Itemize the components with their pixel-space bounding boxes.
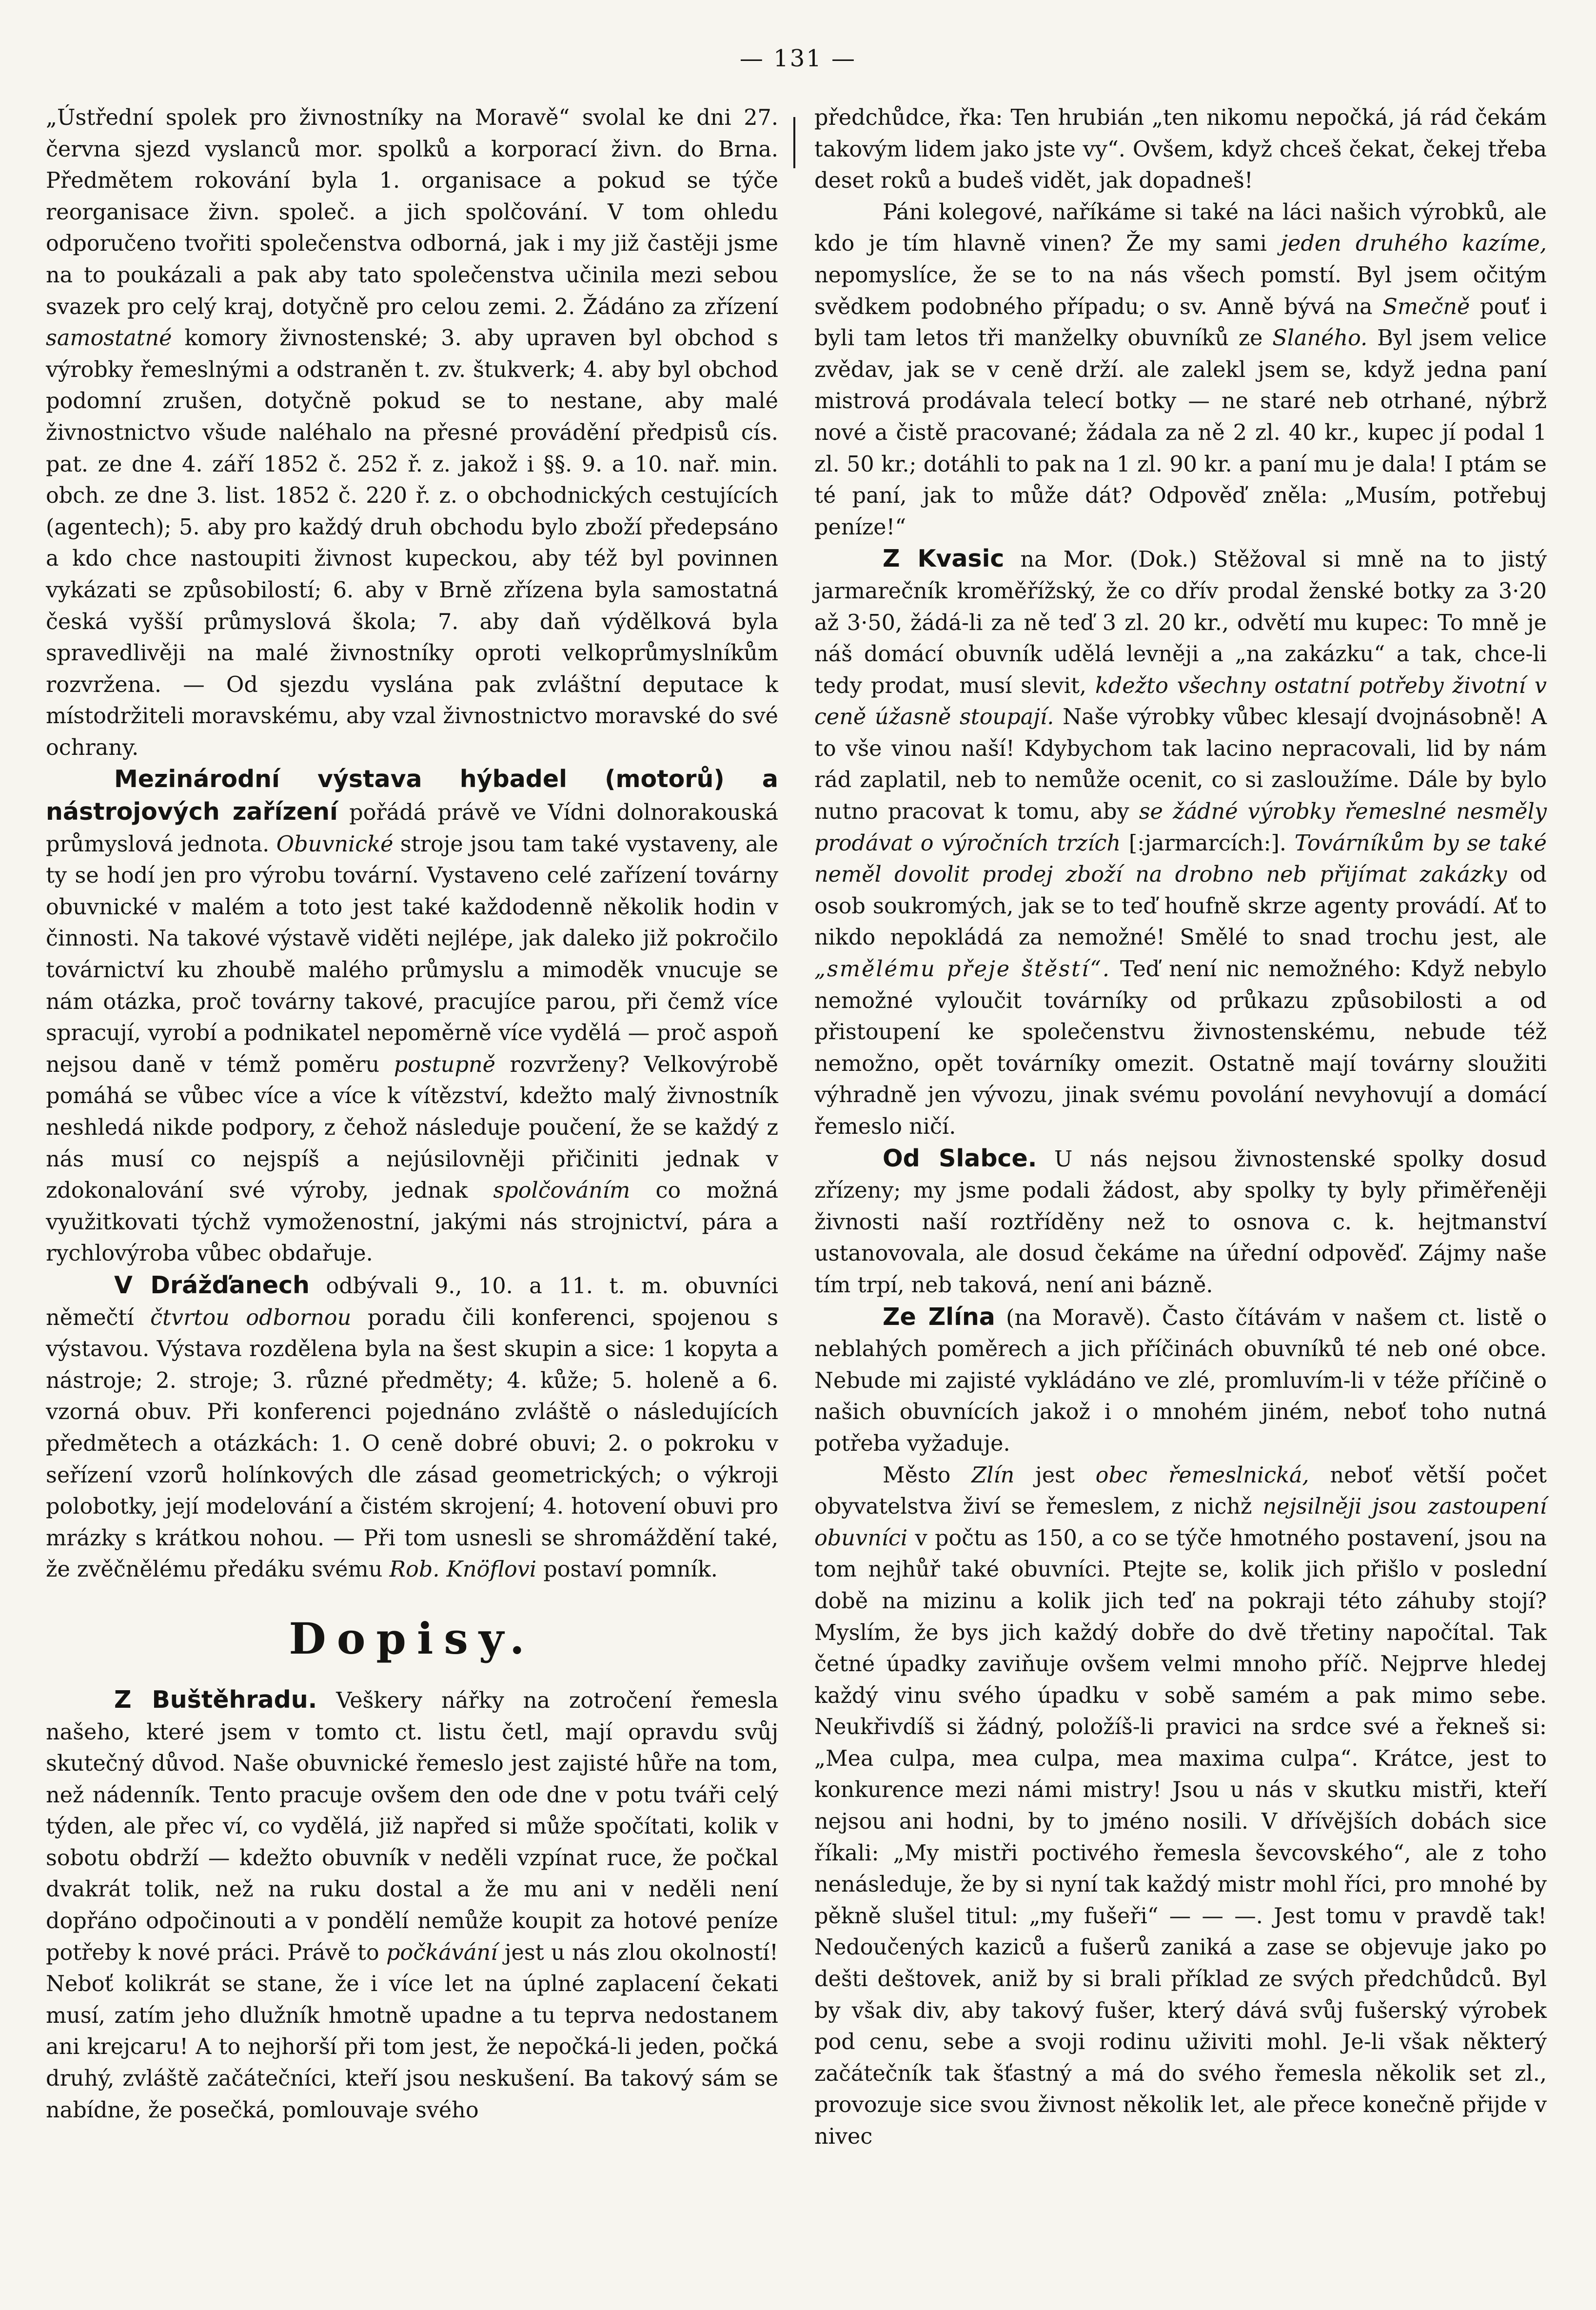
column-rule	[793, 117, 795, 168]
article-zlina-mesto: Město Zlín jest obec řemeslnická, neboť větší počet obyvatelstva živí se řemeslem, z nichž nejsilněji jsou zastoupení obuvníci v počtu as 150, a co se týče hmotného postavení, jsou na tom nejhůř také obuvníci. Ptejte se, kolik jich přišlo v poslední době na mizinu a kolik jich teď na pokraji této záhuby stojí? Myslím, že bys jich každý dobře do dvě třetiny napočítal. Tak četné úpadky zaviňuje ovšem velmi mnoho příč. Nejprve hledej každý vinu svého úpadku v sobě samém a pak mimo sebe. Neukřivdíš si žádný, položíš-li pravici na srdce své a řekneš si: „Mea culpa, mea culpa, mea maxima culpa“. Krátce, jest to konkurence mezi námi mistry! Jsou u nás v skutku mistři, kteří nejsou ani hodni, by to jméno nosili. V dřívějších dobách sice říkali: „My mistři poctivého řemesla ševcovského“, ale z toho nenásleduje, že by si nyní tak každý mistr mohl říci, pro mnohé by pěkně slušel titul: „my fušeři“ — — —. Jest tomu v pravdě tak! Nedoučených kaziců a fušerů zaniká a zase se objevuje jako po dešti deštovek, aniž by si brali příklad ze svých předchůdců. Byl by však div, aby takový fušer, který dává svůj fušerský výrobek pod cenu, sebe a svoji rodinu uživiti mohl. Je-li však některý začátečník tak šťastný a má do svého řemesla několik set zl., provozuje sice svou živnost několik let, ale přece konečně přijde v nivec	[814, 1462, 1547, 2149]
section-title: Dopisy.	[289, 1613, 535, 1664]
article-bustehrad-kolegove: Páni kolegové, naříkáme si také na láci našich výrobků, ale kdo je tím hlavně vinen? Že my sami jeden druhého kazíme, nepomyslíce, že se to na nás všech pomstí. Byl jsem očitým svědkem podobného případu; o sv. Anně bývá na Smečně pouť i byli tam letos tři manželky obuvníků ze Slaného. Byl jsem velice zvědav, jak se v ceně drží. ale zalekl jsem se, když jedna paní mistrová prodávala telecí botky — ne staré neb otrhané, nýbrž nové a čistě pracované; žádala za ně 2 zl. 40 kr., kupec jí podal 1 zl. 50 kr.; dotáhli to pak na 1 zl. 90 kr. a paní mu je dala! I ptám se té paní, jak to může dát? Odpověď zněla: „Musím, potřebuj peníze!“	[814, 199, 1547, 540]
article-kvasic: Z Kvasic na Mor. (Dok.) Stěžoval si mně na to jistý jarmarečník kroměřížský, že co dřív prodal ženské botky za 3·20 až 3·50, žádá-li za ně teď 3 zl. 20 kr., odvětí mu kupec: To mně je náš domácí obuvník udělá levněji a „na zakázku“ a tak, chce-li tedy prodat, musí slevit, kdežto všechny ostatní potřeby životní v ceně úžasně stoupají. Naše výrobky vůbec klesají dvojnásobně! A to vše vinou naší! Kdybychom tak lacino nepracovali, lid by nám rád zaplatil, neb to nemůže ocenit, co si zasloužíme. Dále by bylo nutno pracovat k tomu, aby se žádné výrobky řemeslné nesměly prodávat o výročních trzích [:jarmarcích:]. Továrníkům by se také neměl dovolit prodej zboží na drobno neb přijímat zakázky od osob soukromých, jak se to teď houfně skrze agenty provádí. Ať to nikdo nepokládá za nemožné! Smělé to snad trochu jest, ale „smělému přeje štěstí“. Teď není nic nemožného: Když nebylo nemožné vyloučit továrníky od průkazu způsobilosti a od přistoupení ke společenstvu živnostenskému, nebude též nemožno, opět továrníky omezit. Ostatně mají továrny sloužiti výhradně jen vývozu, jinak svému povolání nevyhovují a domácí řemeslo ničí.	[814, 545, 1547, 1139]
article-zlina: Ze Zlína (na Moravě). Často čítávám v našem ct. listě o neblahých poměrech a jich příčinách obuvníků té neb oné obce. Nebude mi zajisté vykládáno ve zlé, promluvím-li v téže příčině o našich obuvnících jakož i o mnohém jiném, neboť toho nutná potřeba vyžaduje.	[814, 1303, 1547, 1456]
article-bustehrad: Z Buštěhradu. Veškery nářky na zotročení řemesla našeho, které jsem v tomto ct. listu četl, mají opravdu svůj skutečný důvod. Naše obuvnické řemeslo jest zajisté hůře na tom, než nádenník. Tento pracuje ovšem den ode dne v potu tváři celý týden, ale přec ví, co vydělá, již napřed si může spočítati, kolik v sobotu obdrží — kdežto obuvník v neděli vzpínat ruce, že počkal dvakrát tolik, než na ruku dostal a že mu ani v neděli není dopřáno odpočinouti a v pondělí nemůže koupit za hotové peníze potřeby k nové práci. Právě to počkávání jest u nás zlou okolností! Neboť kolikrát se stane, že i více let na úplné zaplacení čekati musí, zatím jeho dlužník hmotně upadne a tu teprva nedostanem ani krejcaru! A to nejhorší při tom jest, že nepočká-li jeden, počká druhý, zvláště začátečníci, kteří jsou neskušení. Ba takový sám se nabídne, že posečká, pomlouvaje svého	[46, 1685, 778, 2123]
heading-bustehrad: Z Buštěhradu.	[114, 1685, 317, 1714]
heading-drazdany: V Drážďanech	[114, 1271, 310, 1299]
article-bustehrad-continued: předchůdce, řka: Ten hrubián „ten nikomu nepočká, já rád čekám takovým lidem jako jste vy“. Ovšem, když chceš čekat, čekej třeba deset roků a budeš vidět, jak dopadneš!	[814, 105, 1547, 194]
page-number: — 131 —	[739, 45, 857, 72]
article-vystava: Mezinárodní výstava hýbadel (motorů) a nástrojových zařízení pořádá právě ve Vídni dolnorakouská průmyslová jednota. Obuvnické stroje jsou tam také vystaveny, ale ty se hodí jen pro výrobu tovární. Vystaveno celé zařízení továrny obuvnické v malém a toto jest také každodenně několik hodin v činnosti. Na takové výstavě viděti nejlépe, jak daleko již pokročilo továrnictví ku zhoubě malého průmyslu a mimoděk vnucuje se nám otázka, proč továrny takové, pracujíce parou, při čemž více spracují, vyrobí a podnikatel nepoměrně více vydělá — proč aspoň nejsou daně v témž poměru postupně rozvrženy? Velkovýrobě pomáhá se vůbec více a více k vítězství, kdežto malý živnostník neshledá nikde podpory, z čehož následuje poučení, že se každý z nás musí co nejspíš a nejúsilovněji přičiniti jednak v zdokonalování své výroby, jednak spolčováním co možná využitkovati týchž vymoženostní, jakými nás strojnictví, pára a rychlovýroba vůbec obdařuje.	[46, 765, 779, 1266]
article-slabce: Od Slabce. U nás nejsou živnostenské spolky dosud zřízeny; my jsme podali žádost, aby spolky ty byly přiměřeněji živnosti naší roztříděny než to osnova c. k. hejtmanství ustanovovala, ale dosud čekáme na úřední odpověď. Zájmy naše tím trpí, neb taková, není ani bázně.	[814, 1144, 1547, 1298]
heading-zlina: Ze Zlína	[883, 1303, 995, 1331]
article-drazdany: V Drážďanech odbývali 9., 10. a 11. t. m. obuvníci němečtí čtvrtou odbornou poradu čili konferenci, spojenou s výstavou. Výstava rozdělena byla na šest skupin a sice: 1 kopyta a nástroje; 2. stroje; 3. různé předměty; 4. kůže; 5. holeně a 6. vzorná obuv. Při konferenci pojednáno zvláště o následujících předmětech a otázkách: 1. O ceně dobré obuvi; 2. o pokroku v seřízení vzorů holínkových dle zásad geometrických; o výkroji polobotky, její modelování a čistém skrojení; 4. hotovení obuvi pro mrázky s krátkou nohou. — Při tom usnesli se shromáždění také, že zvěčnělému předáku svému Rob. Knöflovi postaví pomník.	[46, 1271, 778, 1582]
right-column	[814, 102, 1547, 2153]
heading-kvasic: Z Kvasic	[883, 545, 1005, 573]
left-column	[46, 102, 778, 2126]
article-spolek: „Ústřední spolek pro živnostníky na Moravě“ svolal ke dni 27. června sjezd vyslanců mor. spolků a korporací živn. do Brna. Předmětem rokování byla 1. organisace a pokud se týče reorganisace živn. společ. a jich spolčování. V tom ohledu odporučeno tvořiti společenstva odborná, jak i my již častěji jsme na to poukázali a pak aby tato společenstva učinila mezi sebou svazek pro celý kraj, dotyčně pro celou zemi. 2. Žádáno za zřízení samostatné komory živnostenské; 3. aby upraven byl obchod s výrobky řemeslnými a odstraněn t. zv. štukverk; 4. aby byl obchod podomní zrušen, dotyčně pokud se to nestane, aby malé živnostnictvo všude naléhalo na přesné provádění předpisů cís. pat. ze dne 4. září 1852 č. 252 ř. z. jakož i §§. 9. a 10. nař. min. obch. ze dne 3. list. 1852 č. 220 ř. z. o obchodnických cestujících (agentech); 5. aby pro každý druh obchodu bylo zboží předepsáno a kdo chce nastoupiti živnost kupeckou, aby též byl povinnen vykázati se způsobilostí; 6. aby v Brně zřízena byla samostatná česká vyšší průmyslová škola; 7. aby daň výdělková byla spravedlivěji na malé živnostníky oproti velkoprůmyslníkům rozvržena. — Od sjezdu vyslána pak zvláštní deputace k místodržiteli moravskému, aby vzal živnostnictvo moravské do své ochrany.	[46, 105, 778, 760]
heading-slabce: Od Slabce.	[883, 1144, 1037, 1172]
heading-vystava: Mezinárodní výstava hýbadel (motorů) a nástrojových zařízení	[46, 765, 778, 826]
